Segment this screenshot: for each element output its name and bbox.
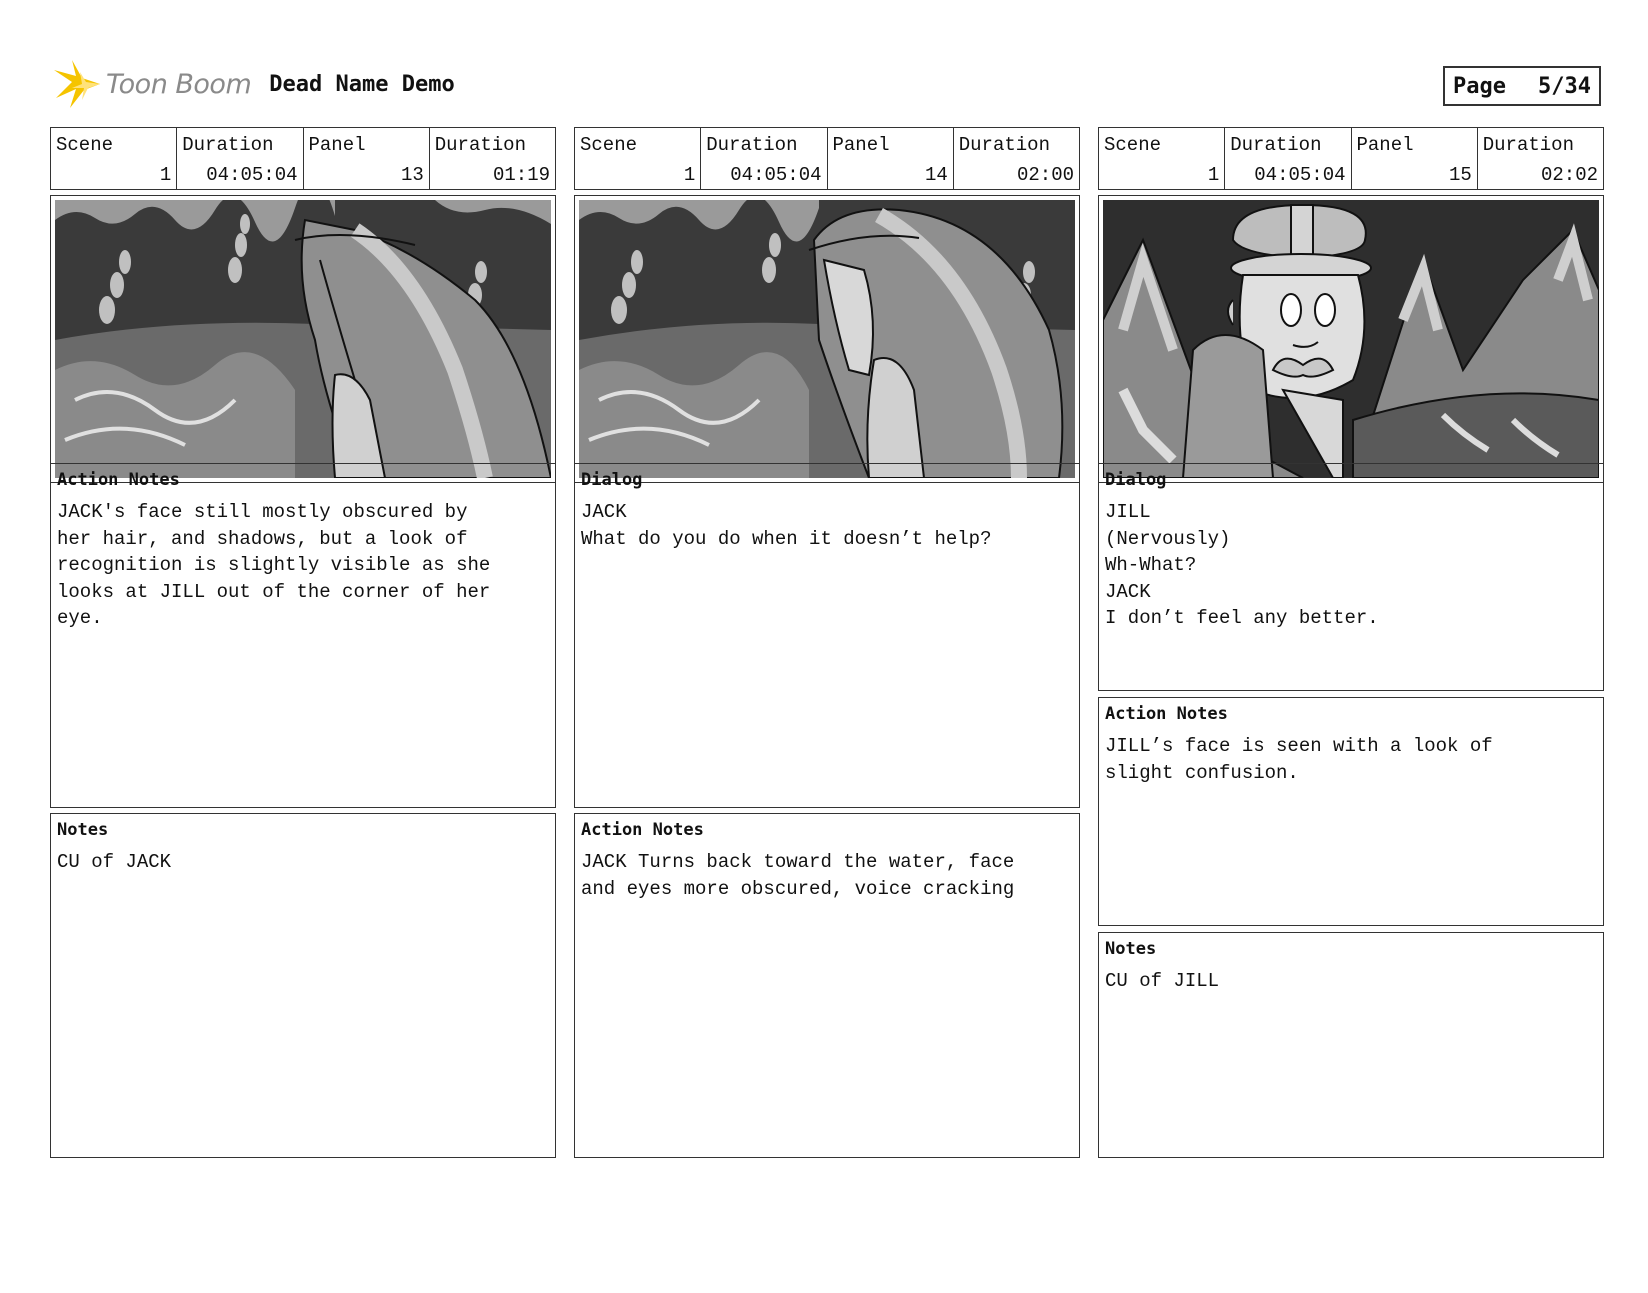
box-title: Dialog [1105, 470, 1167, 490]
scene-duration: 04:05:04 [730, 164, 822, 186]
action-notes-box [574, 813, 1080, 1158]
page-indicator [1443, 66, 1601, 106]
action-notes-box [50, 463, 556, 808]
box-title: Action Notes [57, 470, 180, 490]
box-title: Notes [57, 820, 109, 840]
panel-number: 15 [1448, 164, 1472, 186]
page-number: 5/34 [1538, 73, 1591, 99]
note-line: JACK Turns back toward the water, face [581, 851, 1015, 873]
note-line: JILL’s face is seen with a look of [1105, 735, 1493, 757]
duration-label: Duration [1230, 134, 1322, 156]
dialog-box [574, 463, 1080, 808]
note-line: eye. [57, 607, 103, 629]
storyboard-image [1098, 195, 1604, 483]
storyboard-image [574, 195, 1080, 483]
dialog-box [1098, 463, 1604, 691]
note-line: slight confusion. [1105, 761, 1299, 784]
note-line: and eyes more obscured, voice cracking [581, 877, 1015, 900]
note-line: recognition is slightly visible as she [57, 554, 491, 576]
box-title: Dialog [581, 470, 643, 490]
duration-label: Duration [706, 134, 798, 156]
panel-number: 13 [400, 164, 424, 186]
jill-closeup-drawing [1103, 200, 1599, 478]
dialog-line: What do you do when it doesn’t help? [581, 527, 992, 550]
scene-duration: 04:05:04 [206, 164, 298, 186]
panel-label: Panel [1356, 134, 1414, 156]
page-label: Page [1453, 73, 1506, 99]
action-notes-box [1098, 697, 1604, 926]
panel-label: Panel [832, 134, 890, 156]
scene-cell [1099, 128, 1225, 189]
panel-number: 14 [924, 164, 948, 186]
dialog-line: I don’t feel any better. [1105, 607, 1379, 629]
toon-boom-logo [52, 58, 455, 110]
scene-number: 1 [1207, 164, 1220, 186]
note-line: CU of JACK [57, 851, 172, 873]
panel-info-table [574, 127, 1080, 190]
jack-closeup-drawing [55, 200, 551, 478]
panel-duration-cell [430, 128, 555, 189]
duration-label: Duration [958, 134, 1050, 156]
scene-duration: 04:05:04 [1254, 164, 1346, 186]
scene-cell [51, 128, 177, 189]
duration-label: Duration [1482, 134, 1574, 156]
note-line: JACK's face still mostly obscured by [57, 501, 468, 523]
project-title: Dead Name Demo [269, 71, 455, 97]
panel-cell [1352, 128, 1478, 189]
dialog-line: Wh-What? [1105, 554, 1197, 576]
dialog-line: (Nervously) [1105, 527, 1231, 550]
dialog-line: JACK [581, 501, 627, 523]
box-title: Action Notes [581, 820, 704, 840]
logo-star-icon [52, 58, 106, 110]
notes-box [50, 813, 556, 1158]
notes-box [1098, 932, 1604, 1158]
jack-turning-drawing [579, 200, 1075, 478]
note-line: CU of JILL [1105, 970, 1220, 992]
dialog-line: JACK [1105, 580, 1151, 603]
note-line: looks at JILL out of the corner of her [57, 580, 491, 603]
duration-label: Duration [434, 134, 526, 156]
scene-label: Scene [580, 134, 638, 156]
panel-info-table [50, 127, 556, 190]
scene-duration-cell [1225, 128, 1351, 189]
panel-duration-cell [954, 128, 1079, 189]
panel-duration: 01:19 [492, 164, 550, 186]
panel-duration: 02:00 [1016, 164, 1074, 186]
scene-label: Scene [1104, 134, 1162, 156]
panel-cell [828, 128, 954, 189]
panel-cell [304, 128, 430, 189]
scene-label: Scene [56, 134, 114, 156]
logo-text: Toon Boom [106, 68, 252, 100]
panel-duration-cell [1478, 128, 1603, 189]
panel-label: Panel [308, 134, 366, 156]
scene-duration-cell [701, 128, 827, 189]
box-title: Notes [1105, 939, 1157, 959]
dialog-line: JILL [1105, 501, 1151, 523]
scene-duration-cell [177, 128, 303, 189]
panel-duration: 02:02 [1540, 164, 1598, 186]
scene-number: 1 [159, 164, 172, 186]
box-title: Action Notes [1105, 704, 1228, 724]
note-line: her hair, and shadows, but a look of [57, 527, 468, 550]
scene-cell [575, 128, 701, 189]
panel-info-table [1098, 127, 1604, 190]
duration-label: Duration [182, 134, 274, 156]
storyboard-image [50, 195, 556, 483]
scene-number: 1 [683, 164, 696, 186]
